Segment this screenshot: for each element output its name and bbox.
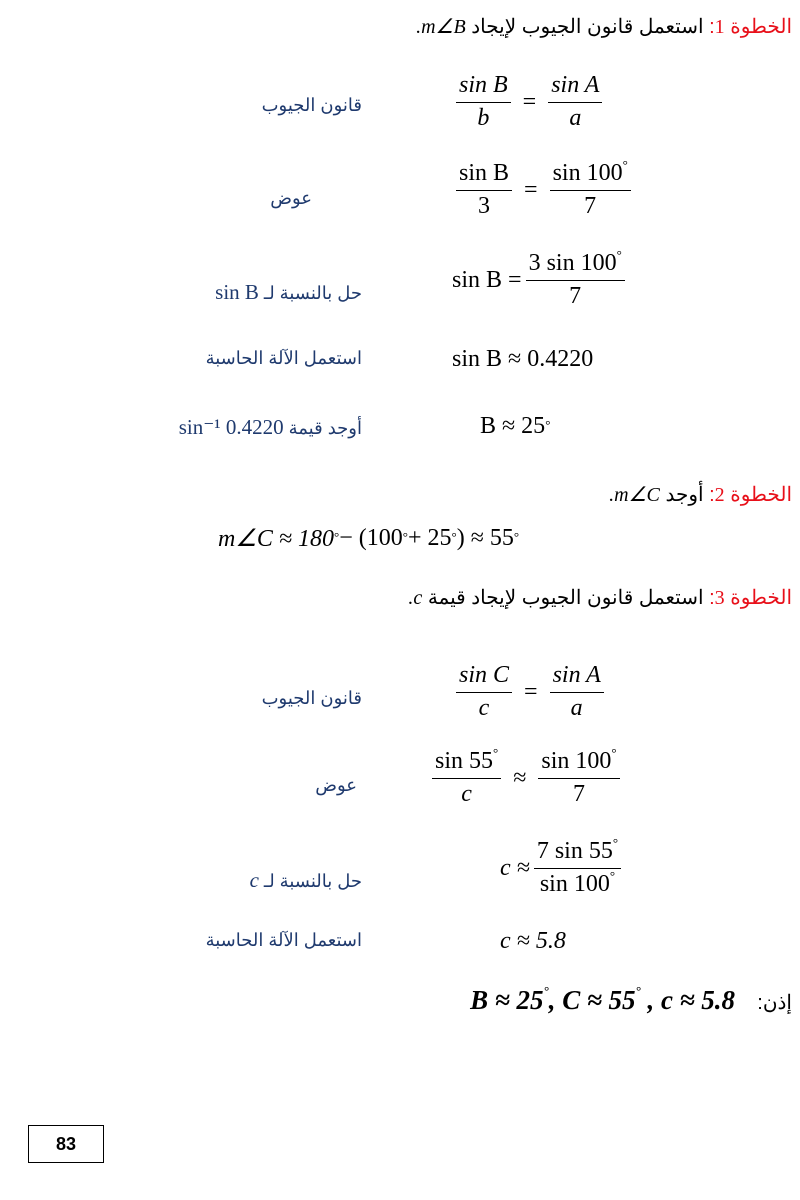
step-1-heading: الخطوة 1: استعمل قانون الجيوب لإيجاد m∠B. — [416, 16, 792, 38]
note-use-calculator-2: استعمل الآلة الحاسبة — [205, 930, 362, 950]
note-find-inverse: أوجد قيمة sin⁻¹ 0.4220 — [178, 415, 362, 439]
eq-B-value: B ≈ 25 ° — [480, 413, 551, 439]
note-use-calculator: استعمل الآلة الحاسبة — [205, 348, 362, 368]
note-law-of-sines: قانون الجيوب — [261, 95, 362, 115]
eq-substitute-2: $\frac{\sin 55^\circ}{c}$ ≈ $\frac{\sin 100^\circ}{7}$ — [428, 748, 624, 808]
step-2-heading: الخطوة 2: أوجد m∠C. — [609, 484, 792, 506]
eq-c-value: c ≈ 5.8 — [500, 928, 566, 954]
note-substitute-2: عوض — [315, 775, 357, 795]
final-result: إذن: B ≈ 25°, C ≈ 55° , c ≈ 5.8 — [470, 983, 792, 1015]
eq-substitute: $\frac{\text{sin B}}{3}$ = $\frac{\sin 100^\circ}{7}$ — [452, 160, 635, 220]
step-3-heading: الخطوة 3: استعمل قانون الجيوب لإيجاد قيمة c. — [408, 587, 792, 609]
eq-solve-c: c ≈ $\frac{7 \sin 55^\circ}{\sin 100^\circ}$ — [500, 838, 625, 898]
eq-solve-sinB: sin B = $\frac{3 \sin 100^\circ}{7}$ — [452, 250, 629, 310]
note-law-of-sines-2: قانون الجيوب — [261, 688, 362, 708]
eq-angle-C: m∠C ≈ 180 ° − (100 ° + 25 ° ) ≈ 55 ° — [218, 525, 520, 552]
page-number: 83 — [28, 1125, 104, 1163]
note-solve-sinB: حل بالنسبة لـ sin B — [215, 280, 362, 304]
eq-law-of-sines-2: $\frac{\text{sin C}}{c}$ = $\frac{\text{sin A}}{a}$ — [452, 662, 608, 722]
note-substitute: عوض — [270, 188, 312, 208]
note-solve-c: حل بالنسبة لـ c — [249, 868, 362, 892]
eq-sinB-value: sin B ≈ 0.4220 — [452, 346, 594, 372]
eq-law-of-sines: $\frac{\text{sin B}}{b}$ = $\frac{\text{sin A}}{a}$ — [452, 72, 606, 132]
